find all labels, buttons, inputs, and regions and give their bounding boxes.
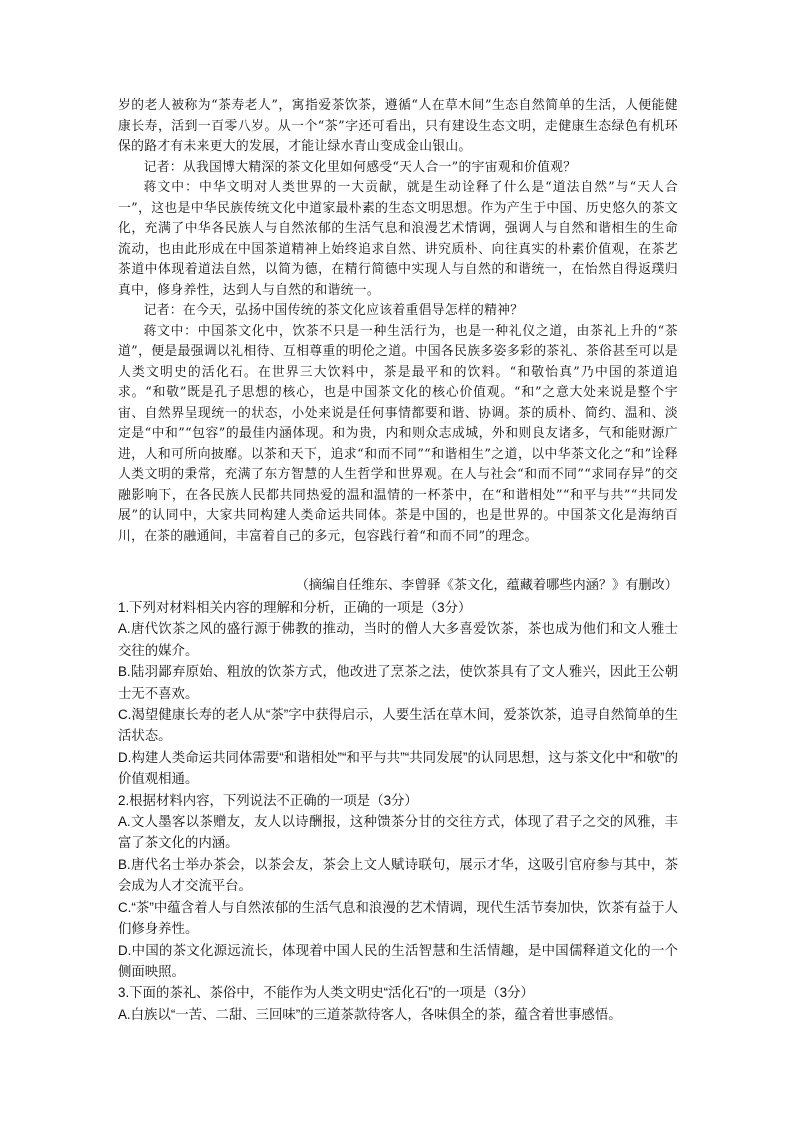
questions-section [118,597,678,1025]
interviewer-question-1: 记者：从我国博大精深的茶文化里如何感受“天人合一”的宇宙观和价值观？ [143,159,577,175]
question-1-option-a: A.唐代饮茶之风的盛行源于佛教的推动，当时的僧人大多喜爱饮茶，茶也成为他们和文人雅士交往的媒介。 [118,621,678,658]
question-1-option-d: D.构建人类命运共同体需要“和谐相处”“和平与共”“共同发展”的认同思想，这与茶文化中“和敬”的价值观相通。 [118,749,678,787]
article-continuation [118,96,678,547]
question-1-option-b: B.陆羽鄙弃原始、粗放的饮茶方式，他改进了烹茶之法，使饮茶具有了文人雅兴，因此王公朝士无不喜欢。 [118,664,678,701]
question-2-option-c: C.“茶”中蕴含着人与自然浓郁的生活气息和浪漫的艺术情调，现代生活节奏加快，饮茶有益于人们修身养性。 [118,899,678,937]
question-2-option-d: D.中国的茶文化源远流长，体现着中国人民的生活智慧和生活情趣，是中国儒释道文化的一个侧面映照。 [118,942,678,979]
question-1-option-c: C.渴望健康长寿的老人从“茶”字中获得启示，人要生活在草木间，爱茶饮茶，追寻自然简单的生活状态。 [118,707,678,744]
question-2-option-a: A.文人墨客以茶赠友，友人以诗酬报，这种馈茶分甘的交往方式，体现了君子之交的风雅，丰富了茶文化的内涵。 [118,814,678,851]
question-3-option-a: A.白族以“一苦、二甜、三回味”的三道茶款待客人，各味俱全的茶，蕴含着世事感悟。 [118,1006,622,1022]
question-2-stem: 2.根据材料内容，下列说法不正确的一项是（3分） [118,792,418,808]
answer-paragraph-2: 蒋文中：中国茶文化中，饮茶不只是一种生活行为，也是一种礼仪之道，由茶礼上升的“茶道”，便是最强调以礼相待、互相尊重的明伦之道。中国各民族多姿多彩的茶礼、茶俗甚至可以是人类文明史的活化石。在世界三大饮料中，茶是最平和的饮料。“和敬怡真”乃中国的茶道追求。“和敬”既是孔子思想的核心，也是中国茶文化的核心价值观。“和”之意大处来说是整个宇宙、自然界呈现统一的状态，小处来说是任何事情都要和谐、协调。茶的质朴、简约、温和、淡定是“中和”“包容”的最佳内涵体现。和为贵，内和则众志成城，外和则良友诸多，气和能财源广进，人和可所向披靡。以茶和天下，追求“和而不同”“和谐相生”之道，以中华茶文化之“和”诠释人类文明的秉常，充满了东方智慧的人生哲学和世界观。在人与社会“和而不同”“求同存异”的交融影响下，在各民族人民都共同热爱的温和温情的一杯茶中，在“和谐相处”“和平与共”“共同发展”的认同中，大家共同构建人类命运共同体。茶是中国的，也是世界的。中国茶文化是海纳百川，在茶的融通间，丰富着自己的多元，包容践行着“和而不同”的理念。 [118,323,678,544]
answer-paragraph-1: 蒋文中：中华文明对人类世界的一大贡献，就是生动诠释了什么是“道法自然”与“天人合一”，这也是中华民族传统文化中道家最朴素的生态文明思想。作为产生于中国、历史悠久的茶文化，充满了中华各民族人与自然浓郁的生活气息和浪漫艺术情调，强调人与自然和谐相生的生命流动，也由此形成在中国茶道精神上始终追求自然、讲究质朴、向往真实的朴素价值观，在茶艺茶道中体现着道法自然，以简为德，在精行简德中实现人与自然的和谐统一，在怡然自得返璞归真中，修身养性，达到人与自然的和谐统一。 [118,180,678,298]
question-1-stem: 1.下列对材料相关内容的理解和分析，正确的一项是（3分） [118,600,472,615]
question-2-option-b: B.唐代名士举办茶会，以茶会友，茶会上文人赋诗联句，展示才华，这吸引官府参与其中，茶会成为人才交流平台。 [118,856,678,894]
question-3-stem: 3.下面的茶礼、茶俗中，不能作为人类文明史“活化石”的一项是（3分） [118,985,534,1001]
article-paragraph-1: 岁的老人被称为“茶寿老人”，寓指爱茶饮茶，遵循“人在草木间”生态自然简单的生活，人便能健康长寿，活到一百零八岁。从一个“茶”字还可看出，只有建设生态文明，走健康生态绿色有机环保的路才有未来更大的发展，才能让绿水青山变成金山银山。 [118,98,678,154]
interviewer-question-2: 记者：在今天，弘扬中国传统的茶文化应该着重倡导怎样的精神？ [143,303,524,318]
source-citation: （摘编自任维东、李曾驿《茶文化，蕴藏着哪些内涵？》有删改） [295,577,678,592]
